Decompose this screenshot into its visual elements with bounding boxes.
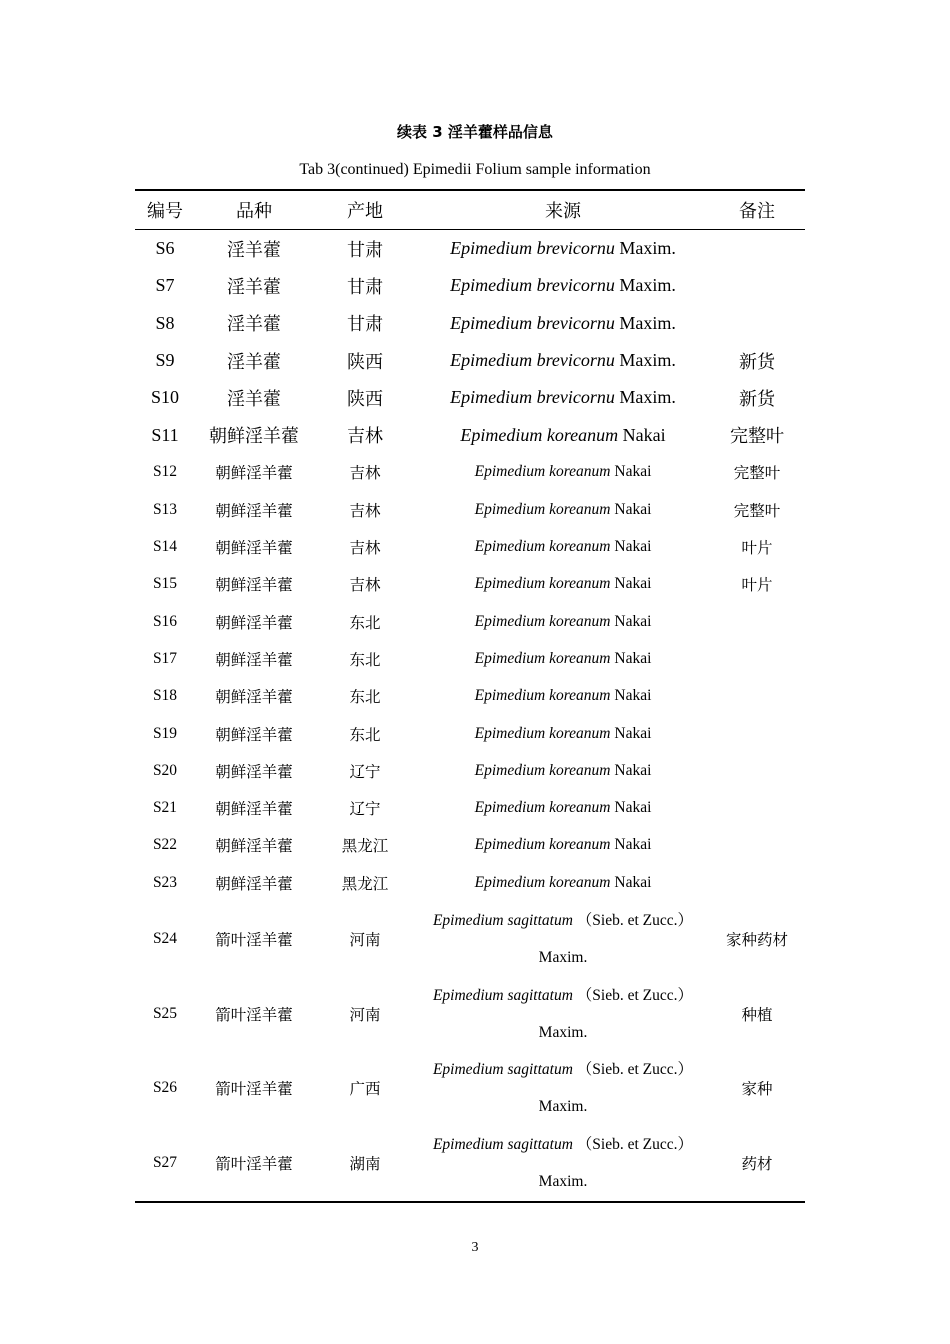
cell-origin: 甘肃 [347,239,383,261]
table-row [135,640,805,677]
cell-id: S9 [155,350,175,371]
cell-id: S15 [152,575,178,593]
cell-origin: 黑龙江 [341,874,389,893]
species-authority: Nakai [614,500,652,518]
species-name: Epimedium brevicornu [450,275,615,296]
cell-note [709,827,805,864]
cell-variety: 淫羊藿 [227,314,281,336]
species-authority-continued: Maxim. [538,1173,588,1191]
cell-id: S19 [152,724,178,742]
cell-origin: 陕西 [347,351,383,373]
cell-variety: 淫羊藿 [227,276,281,298]
table-row [135,230,805,268]
species-authority: Nakai [614,836,652,854]
cell-source [417,416,709,453]
header-origin: 产地 [347,201,383,222]
cell-source [417,752,709,789]
table-body [135,230,805,1202]
cell-id: S10 [150,387,179,408]
cell-variety: 淫羊藿 [227,388,281,410]
cell-source [417,230,709,268]
cell-id: S22 [152,836,178,854]
cell-id: S27 [152,1154,178,1172]
cell-source [417,678,709,715]
cell-source [417,342,709,379]
species-authority: Nakai [614,724,652,742]
species-name: Epimedium koreanum [474,836,611,854]
cell-note: 种植 [741,1005,773,1024]
species-authority: （Sieb. et Zucc.） [576,911,694,929]
species-name: Epimedium sagittatum [432,1136,573,1154]
cell-origin: 辽宁 [349,800,381,819]
cell-origin: 河南 [349,1005,381,1024]
species-authority: Nakai [622,424,666,445]
cell-note [709,715,805,752]
cell-id: S25 [152,1004,178,1022]
header-variety: 品种 [236,201,272,222]
cell-variety: 朝鲜淫羊藿 [215,464,293,483]
cell-source [417,454,709,491]
species-authority: Maxim. [619,312,676,333]
cell-origin: 东北 [349,688,381,707]
cell-id: S24 [152,929,178,947]
table-title-chinese: 续表 3 淫羊藿样品信息 [397,123,553,141]
species-name: Epimedium brevicornu [450,238,615,259]
cell-source [417,864,709,901]
cell-source [417,566,709,603]
cell-note: 家种药材 [725,930,788,949]
table-header-row [135,190,805,230]
cell-origin: 东北 [349,650,381,669]
cell-origin: 东北 [349,613,381,632]
cell-origin: 黑龙江 [341,837,389,856]
table-row [135,715,805,752]
cell-source [417,976,709,1051]
cell-variety: 淫羊藿 [227,351,281,373]
cell-origin: 甘肃 [347,314,383,336]
table-row [135,789,805,826]
cell-id: S17 [152,649,178,667]
table-row [135,342,805,379]
species-name: Epimedium koreanum [474,575,611,593]
species-authority: Maxim. [619,275,676,296]
cell-id: S18 [152,687,178,705]
cell-variety: 箭叶淫羊藿 [215,1005,293,1024]
cell-variety: 朝鲜淫羊藿 [215,501,293,520]
table-title-english: Tab 3(continued) Epimedii Folium sample information [299,161,651,178]
table-row [135,454,805,491]
species-name: Epimedium brevicornu [450,350,615,371]
species-authority-continued: Maxim. [538,948,588,966]
species-name: Epimedium sagittatum [432,911,573,929]
table-row [135,678,805,715]
cell-source [417,789,709,826]
species-authority: Nakai [614,873,652,891]
page-number: 3 [471,1240,479,1255]
cell-note: 叶片 [741,539,773,558]
species-authority: Nakai [614,687,652,705]
cell-source [417,715,709,752]
cell-source [417,491,709,528]
species-name: Epimedium koreanum [474,687,611,705]
cell-origin: 河南 [349,930,381,949]
cell-note [709,789,805,826]
cell-note: 完整叶 [733,501,781,520]
table-row [135,827,805,864]
cell-note: 完整叶 [733,464,781,483]
cell-id: S14 [152,538,178,556]
cell-note [709,305,805,342]
species-name: Epimedium koreanum [474,500,611,518]
cell-note [709,603,805,640]
cell-origin: 吉林 [349,464,381,483]
species-authority: （Sieb. et Zucc.） [576,1061,694,1079]
cell-source [417,1051,709,1126]
cell-note [709,752,805,789]
species-name: Epimedium koreanum [474,463,611,481]
cell-origin: 甘肃 [347,276,383,298]
cell-variety: 朝鲜淫羊藿 [215,800,293,819]
species-authority: Nakai [614,538,652,556]
cell-note: 药材 [741,1155,773,1174]
cell-source [417,379,709,416]
sample-info-table [135,189,805,1203]
cell-id: S21 [152,799,178,817]
cell-source [417,528,709,565]
cell-note: 新货 [739,351,775,373]
cell-variety: 朝鲜淫羊藿 [215,688,293,707]
table-row [135,379,805,416]
species-name: Epimedium koreanum [474,649,611,667]
species-authority: （Sieb. et Zucc.） [576,986,694,1004]
species-name: Epimedium sagittatum [432,1061,573,1079]
species-name: Epimedium brevicornu [450,312,615,333]
table-row [135,491,805,528]
cell-variety: 朝鲜淫羊藿 [215,837,293,856]
table-row [135,566,805,603]
species-name: Epimedium sagittatum [432,986,573,1004]
species-authority: Nakai [614,799,652,817]
table-row [135,528,805,565]
cell-origin: 吉林 [347,426,383,448]
species-authority: Nakai [614,612,652,630]
header-id: 编号 [147,201,183,222]
cell-variety: 淫羊藿 [227,239,281,261]
cell-variety: 朝鲜淫羊藿 [215,874,293,893]
species-name: Epimedium koreanum [474,538,611,556]
cell-note: 叶片 [741,576,773,595]
cell-note [709,678,805,715]
cell-variety: 朝鲜淫羊藿 [215,576,293,595]
cell-variety: 朝鲜淫羊藿 [215,613,293,632]
cell-variety: 箭叶淫羊藿 [215,1080,293,1099]
cell-id: S26 [152,1079,178,1097]
cell-source [417,1126,709,1202]
cell-id: S12 [152,463,178,481]
cell-id: S8 [155,312,175,333]
species-name: Epimedium koreanum [460,424,619,445]
table-row [135,752,805,789]
cell-variety: 朝鲜淫羊藿 [209,426,299,448]
cell-variety: 朝鲜淫羊藿 [215,762,293,781]
species-authority: Nakai [614,761,652,779]
cell-id: S11 [151,424,179,445]
header-note: 备注 [739,201,775,222]
cell-origin: 吉林 [349,539,381,558]
cell-note [709,640,805,677]
cell-note: 完整叶 [730,426,784,448]
table-row [135,864,805,901]
species-authority-continued: Maxim. [538,1098,588,1116]
species-authority: Nakai [614,575,652,593]
species-authority-continued: Maxim. [538,1023,588,1041]
species-name: Epimedium brevicornu [450,387,615,408]
header-source: 来源 [545,201,581,222]
cell-source [417,267,709,304]
cell-id: S16 [152,612,178,630]
cell-source [417,305,709,342]
cell-origin: 辽宁 [349,762,381,781]
cell-origin: 东北 [349,725,381,744]
species-authority: Nakai [614,463,652,481]
species-authority: Nakai [614,649,652,667]
cell-id: S20 [152,761,178,779]
cell-variety: 箭叶淫羊藿 [215,930,293,949]
cell-note [709,267,805,304]
table-row [135,416,805,453]
cell-origin: 广西 [349,1080,381,1099]
table-row [135,1051,805,1126]
species-name: Epimedium koreanum [474,612,611,630]
species-authority: （Sieb. et Zucc.） [576,1136,694,1154]
species-authority: Maxim. [619,350,676,371]
cell-variety: 箭叶淫羊藿 [215,1155,293,1174]
table-row [135,976,805,1051]
cell-id: S7 [155,275,175,296]
cell-id: S13 [152,500,178,518]
table-row [135,1126,805,1202]
table-row [135,305,805,342]
cell-variety: 朝鲜淫羊藿 [215,650,293,669]
table-row [135,267,805,304]
cell-id: S6 [155,238,175,259]
cell-origin: 吉林 [349,576,381,595]
species-name: Epimedium koreanum [474,873,611,891]
species-authority: Maxim. [619,387,676,408]
cell-note [709,230,805,268]
cell-origin: 陕西 [347,388,383,410]
cell-source [417,827,709,864]
cell-note [709,864,805,901]
cell-origin: 吉林 [349,501,381,520]
cell-source [417,901,709,976]
species-name: Epimedium koreanum [474,799,611,817]
cell-note: 家种 [741,1080,773,1099]
cell-source [417,640,709,677]
cell-source [417,603,709,640]
species-name: Epimedium koreanum [474,761,611,779]
species-name: Epimedium koreanum [474,724,611,742]
cell-origin: 湖南 [349,1155,381,1174]
cell-note: 新货 [739,388,775,410]
table-row [135,603,805,640]
table-row [135,901,805,976]
species-authority: Maxim. [619,238,676,259]
cell-variety: 朝鲜淫羊藿 [215,725,293,744]
cell-id: S23 [152,873,178,891]
cell-variety: 朝鲜淫羊藿 [215,539,293,558]
